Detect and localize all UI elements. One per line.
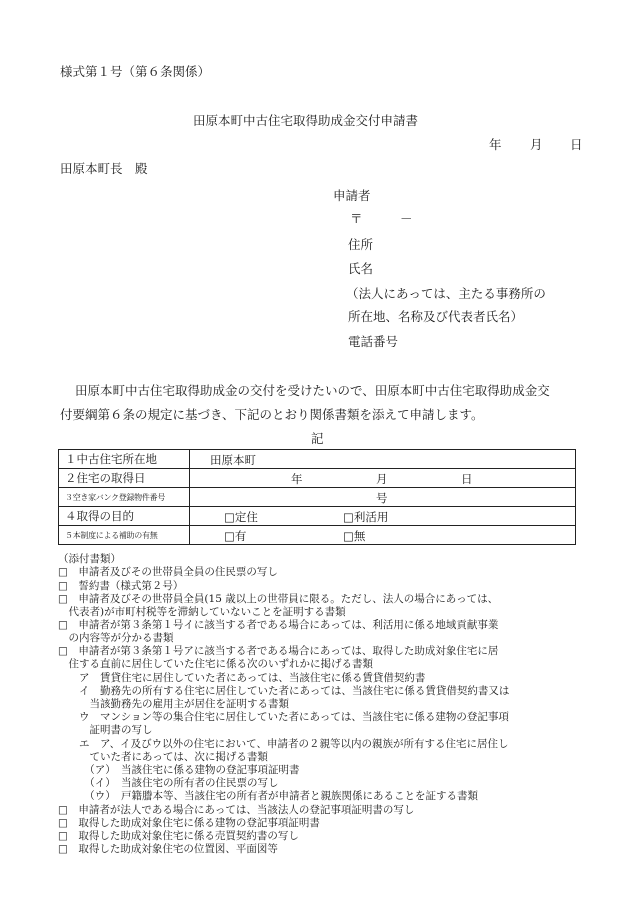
- acquisition-date-value: [190, 469, 576, 488]
- acquisition-date-label: ２住宅の取得日: [59, 469, 190, 488]
- purpose-utilization-checkbox[interactable]: □利活用: [343, 510, 389, 524]
- subsidy-no-checkbox[interactable]: □無: [343, 529, 366, 543]
- purpose-value: [190, 507, 576, 526]
- list-item: イ 勤務先の所有する住宅に居住していた者にあっては、当該住宅に係る賃貸借契約書又は: [58, 685, 510, 697]
- corporation-note-1: （法人にあっては、主たる事務所の: [346, 286, 546, 301]
- body-line-2: 付要綱第６条の規定に基づき、下記のとおり関係書類を添えて申請します。: [60, 407, 484, 422]
- subsidy-yes-checkbox[interactable]: □有: [224, 529, 247, 543]
- ki-heading: 記: [311, 431, 324, 446]
- table-row: [59, 450, 576, 469]
- date-day: 日: [570, 137, 583, 152]
- akiya-bank-label: ３空き家バンク登録物件番号: [59, 488, 190, 507]
- acquisition-year: 年: [291, 472, 303, 486]
- list-item: 住する直前に居住していた住宅に係る次のいずれかに掲げる書類: [58, 658, 373, 670]
- location-prefix: 田原本町: [210, 453, 256, 467]
- list-item: 代表者)が市町村税等を滞納していないことを証明する書類: [58, 606, 346, 618]
- list-item: □ 取得した助成対象住宅の位置図、平面図等: [58, 843, 278, 855]
- list-item: □ 申請者が法人である場合にあっては、当該法人の登記事項証明書の写し: [58, 804, 415, 816]
- postal-mark: 〒: [350, 211, 363, 226]
- attachments-heading: （添付書類）: [58, 553, 121, 565]
- subsidy-value: [190, 526, 576, 545]
- list-item: □ 誓約書（様式第２号）: [58, 580, 184, 592]
- corporation-note-2: 所在地、名称及び代表者氏名）: [348, 309, 524, 324]
- table-row: [59, 526, 576, 545]
- list-item: □ 申請者が第３条第１号アに該当する者である場合にあっては、取得した助成対象住宅に居: [58, 645, 499, 657]
- list-item: の内容等が分かる書類: [58, 632, 174, 644]
- acquisition-month: 月: [376, 472, 388, 486]
- applicant-heading: 申請者: [333, 188, 371, 203]
- location-label: １中古住宅所在地: [59, 450, 190, 469]
- address-label: 住所: [348, 237, 374, 252]
- list-item: （ウ） 戸籍謄本等、当該住宅の所有者が申請者と親族関係にあることを証する書類: [58, 790, 478, 802]
- akiya-bank-value: [190, 488, 576, 507]
- list-item: ていた者にあっては、次に掲げる書類: [58, 751, 268, 763]
- acquisition-day: 日: [461, 472, 473, 486]
- table-row: [59, 507, 576, 526]
- table-row: [59, 488, 576, 507]
- form-number: 様式第１号（第６条関係）: [60, 64, 211, 79]
- list-item: エ ア、イ及びウ以外の住宅において、申請者の２親等以内の親族が所有する住宅に居住し: [58, 738, 509, 750]
- location-value: [190, 450, 576, 469]
- date-year: 年: [489, 137, 502, 152]
- purpose-residence-checkbox[interactable]: □定住: [224, 510, 258, 524]
- phone-label: 電話番号: [348, 334, 399, 349]
- subsidy-label: ５本制度による補助の有無: [59, 526, 190, 545]
- list-item: □ 申請者が第３条第１号イに該当する者である場合にあっては、利活用に係る地域貢献事業: [58, 619, 499, 631]
- akiya-bank-number-suffix: 号: [376, 491, 388, 505]
- list-item: □ 取得した助成対象住宅に係る売買契約書の写し: [58, 830, 299, 842]
- table-row: [59, 469, 576, 488]
- list-item: ウ マンション等の集合住宅に居住していた者にあっては、当該住宅に係る建物の登記事項: [58, 711, 509, 723]
- postal-dash: －: [400, 211, 413, 226]
- application-table: [58, 449, 576, 545]
- purpose-label: ４取得の目的: [59, 507, 190, 526]
- document-title: 田原本町中古住宅取得助成金交付申請書: [193, 113, 419, 128]
- name-label: 氏名: [348, 261, 374, 276]
- addressee: 田原本町長 殿: [60, 161, 148, 176]
- body-line-1: 田原本町中古住宅取得助成金の交付を受けたいので、田原本町中古住宅取得助成金交: [75, 383, 550, 398]
- list-item: （イ） 当該住宅の所有者の住民票の写し: [58, 777, 279, 789]
- date-month: 月: [530, 137, 543, 152]
- list-item: 当該勤務先の雇用主が居住を証明する書類: [58, 698, 289, 710]
- list-item: □ 取得した助成対象住宅に係る建物の登記事項証明書: [58, 817, 320, 829]
- list-item: □ 申請者及びその世帯員全員の住民票の写し: [58, 566, 278, 578]
- list-item: 証明書の写し: [58, 724, 153, 736]
- list-item: ア 賃貸住宅に居住していた者にあっては、当該住宅に係る賃貸借契約書: [58, 672, 426, 684]
- list-item: （ア） 当該住宅に係る建物の登記事項証明書: [58, 764, 300, 776]
- list-item: □ 申請者及びその世帯員全員(15 歳以上の世帯員に限る。ただし、法人の場合にあっては、: [58, 593, 499, 605]
